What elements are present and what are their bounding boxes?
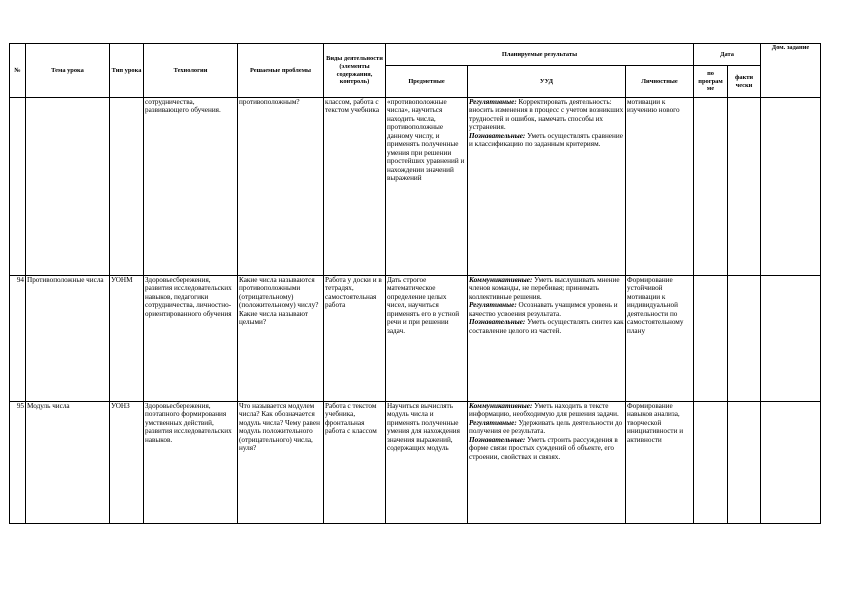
uud-label: Познавательные: — [469, 435, 526, 444]
uud-entry — [469, 436, 624, 461]
cell-date-fact — [728, 98, 761, 276]
header-tech: Технологии — [144, 44, 238, 98]
header-planned-results: Планируемые результаты — [386, 44, 694, 66]
cell-date-plan — [694, 98, 728, 276]
table-row — [10, 276, 821, 402]
uud-text: Осознавать учащимся уровень и качество усвоения результата. — [469, 301, 618, 318]
cell-date-fact — [728, 402, 761, 524]
header-subject: Предметные — [386, 66, 468, 98]
uud-label: Регулятивные: — [469, 418, 517, 427]
lesson-plan-table — [9, 43, 821, 524]
cell-personal: мотивации к изучению нового — [626, 98, 694, 276]
cell-subject: Дать строгое математическое определение целых чисел, научиться применять его в устной речи и при решении задач. — [386, 276, 468, 402]
header-activities: Виды деятельности (элементы содержания, контроль) — [324, 44, 386, 98]
uud-label: Коммуникативные: — [469, 402, 533, 410]
cell-date-plan — [694, 276, 728, 402]
cell-personal: Формирование устойчивой мотивации к индивидуальной деятельности по самостоятельному плану — [626, 276, 694, 402]
cell-subject: «противоположные числа», научиться находить числа, противоположные данному числу, и применять полученные умения при решении простейших уравнений и нахождении значений выражений — [386, 98, 468, 276]
cell-type: УОНМ — [110, 276, 144, 402]
uud-label: Познавательные: — [469, 131, 526, 140]
header-problems: Решаемые проблемы — [238, 44, 324, 98]
uud-label: Регулятивные: — [469, 301, 517, 310]
uud-text: Уметь осуществлять сравнение и классификацию по заданным критериям. — [469, 131, 623, 149]
header-uud: УУД — [468, 66, 626, 98]
cell-problems: Что называется модулем числа? Как обозначается модуль числа? Чему равен модуль положительного (отрицательного) числа, нуля? — [238, 402, 324, 524]
cell-tech: Здоровьесбережения, поэтапного формирования умственных действий, развития исследовательских навыков. — [144, 402, 238, 524]
cell-uud — [468, 98, 626, 276]
uud-label: Коммуникативные: — [469, 276, 533, 284]
uud-label: Регулятивные: — [469, 98, 517, 106]
uud-entry — [469, 132, 624, 149]
uud-entry — [469, 301, 624, 318]
uud-text: Уметь осуществлять синтез как составление целого из частей. — [469, 318, 624, 335]
uud-entry — [469, 98, 624, 132]
cell-num — [10, 98, 26, 276]
header-date-plan: по програм ме — [694, 66, 728, 98]
cell-problems: противоположным? — [238, 98, 324, 276]
header-date-fact: факти чески — [728, 66, 761, 98]
cell-homework — [761, 276, 821, 402]
header-personal: Личностные — [626, 66, 694, 98]
cell-subject: Научиться вычислять модуль числа и применять полученные умения для нахождения значения выражений, содержащих модуль — [386, 402, 468, 524]
uud-label: Познавательные: — [469, 318, 526, 327]
header-type: Тип урока — [110, 44, 144, 98]
header-date: Дата — [694, 44, 761, 66]
cell-type — [110, 98, 144, 276]
cell-homework — [761, 402, 821, 524]
cell-tech: Здоровьесбережения, развития исследовательских навыков, педагогики сотрудничества, личностно-ориентированного обучения — [144, 276, 238, 402]
cell-uud — [468, 402, 626, 524]
cell-num: 95 — [10, 402, 26, 524]
uud-entry — [469, 402, 624, 419]
uud-text: Уметь находить в тексте информацию, необходимую для решения задачи. — [469, 402, 619, 419]
header-homework: Дом. задание — [761, 44, 821, 98]
uud-text: Корректировать деятельность: вносить изменения в процесс с учетом возникших трудностей и ошибок, намечать способы их устранения. — [469, 98, 624, 132]
table-row — [10, 98, 821, 276]
cell-problems: Какие числа называются противоположными (отрицательному) (положительному) числу? Какие числа называют целыми? — [238, 276, 324, 402]
cell-type: УОНЗ — [110, 402, 144, 524]
table-header — [10, 44, 821, 98]
uud-entry — [469, 419, 624, 436]
cell-topic: Модуль числа — [26, 402, 110, 524]
cell-uud — [468, 276, 626, 402]
cell-activities: Работа у доски и в тетрадях, самостоятельная работа — [324, 276, 386, 402]
cell-personal: Формирование навыков анализа, творческой инициативности и активности — [626, 402, 694, 524]
uud-entry — [469, 276, 624, 301]
cell-date-plan — [694, 402, 728, 524]
cell-topic: Противоположные числа — [26, 276, 110, 402]
uud-text: Уметь строить рассуждения в форме связи простых суждений об объекте, его строении, свойствах и связях. — [469, 435, 618, 461]
table-row — [10, 402, 821, 524]
uud-text: Удерживать цель деятельности до получения ее результата. — [469, 418, 623, 436]
cell-activities: Работа с текстом учебника, фронтальная работа с классом — [324, 402, 386, 524]
header-topic: Тема урока — [26, 44, 110, 98]
cell-topic — [26, 98, 110, 276]
cell-date-fact — [728, 276, 761, 402]
cell-activities: классом, работа с текстом учебника — [324, 98, 386, 276]
cell-homework — [761, 98, 821, 276]
cell-tech: сотрудничества, развивающего обучения. — [144, 98, 238, 276]
uud-entry — [469, 318, 624, 335]
cell-num: 94 — [10, 276, 26, 402]
header-num: № — [10, 44, 26, 98]
uud-text: Уметь выслушивать мнение членов команды, не перебивая; принимать коллективные решения. — [469, 276, 620, 301]
